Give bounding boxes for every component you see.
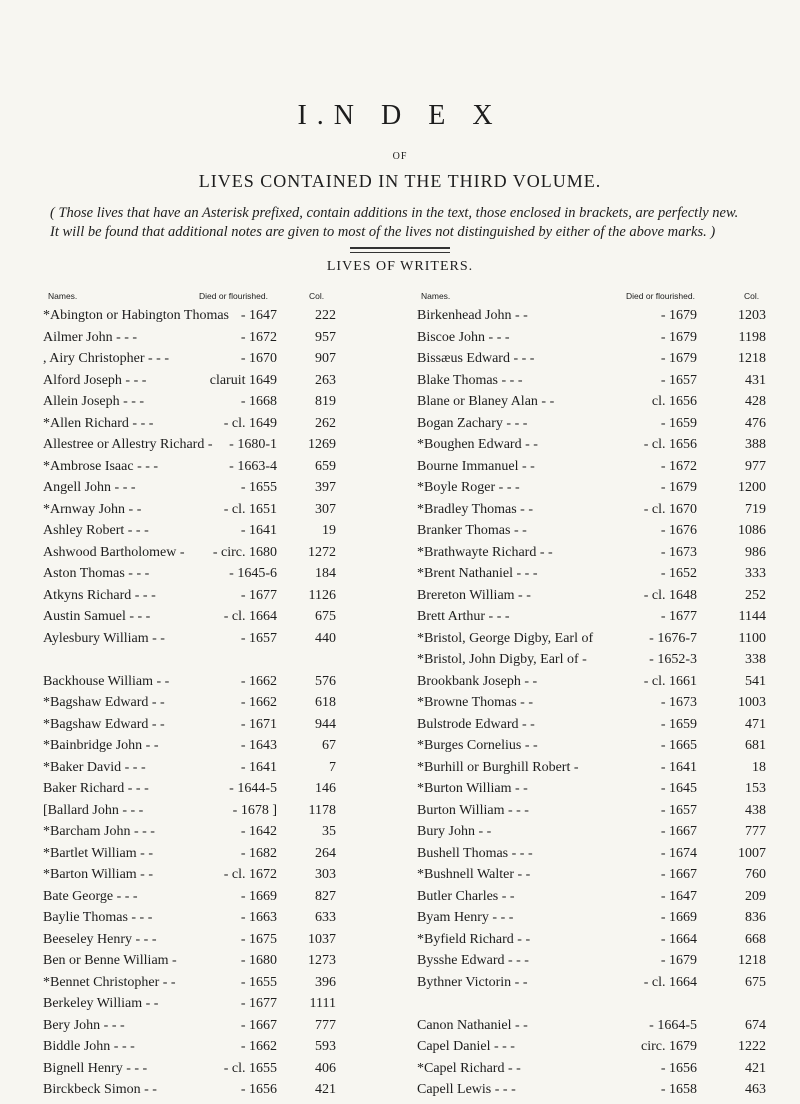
entry-date: - cl. 1656 <box>643 437 697 452</box>
entry-date: - 1655 <box>240 480 277 495</box>
entry-column: 1037 <box>308 931 336 947</box>
entry-name: Brookbank Joseph - - <box>417 673 538 689</box>
entry-name: , Airy Christopher - - - <box>43 351 169 366</box>
entry-name: *Bartlet William - - <box>43 845 153 861</box>
entry-column: 668 <box>745 931 766 947</box>
entry-date: - 1645 <box>660 781 697 796</box>
entry-column: 1007 <box>738 845 766 861</box>
right-col-header: Col. <box>744 291 760 301</box>
index-entry <box>0 695 800 717</box>
volume-title: LIVES CONTAINED IN THE THIRD VOLUME. <box>198 171 602 191</box>
entry-name: Brett Arthur - - - <box>417 609 510 624</box>
entry-name: Baylie Thomas - - - <box>43 910 153 925</box>
entry-column: 1200 <box>738 480 766 495</box>
entry-name: Blake Thomas - - - <box>417 372 523 388</box>
entry-name: *Allen Richard - - - <box>43 415 154 431</box>
entry-date: - 1663-4 <box>229 458 277 474</box>
section-title: LIVES OF WRITERS. <box>326 259 474 274</box>
right-names-header: Names. <box>421 291 451 301</box>
entry-column: 397 <box>315 480 336 495</box>
entry-column: 1203 <box>738 308 766 323</box>
entry-name: *Capel Richard - - <box>417 1060 521 1076</box>
entry-column: 222 <box>315 308 336 323</box>
entry-date: - 1647 <box>240 308 277 323</box>
entry-date: - 1664 <box>660 931 697 947</box>
entry-column: 19 <box>322 523 336 538</box>
entry-name: *Byfield Richard - - <box>417 931 531 947</box>
entry-date: - 1676-7 <box>649 630 697 646</box>
left-col-header: Col. <box>309 291 325 301</box>
entry-name: Bate George - - - <box>43 888 138 904</box>
section-divider-rule <box>350 247 450 253</box>
index-entry <box>0 975 800 997</box>
index-entry <box>0 416 800 438</box>
entry-name: *Bushnell Walter - - <box>417 867 531 882</box>
entry-date: - 1672 <box>240 329 277 345</box>
explanatory-note-line-2: It will be found that additional notes are given to most of the lives not distinguished by either of the above marks. ) <box>50 224 716 240</box>
entry-column: 907 <box>315 351 336 366</box>
entry-name: *Brathwayte Richard - - <box>417 544 553 560</box>
index-entry <box>0 889 800 911</box>
entry-column: 675 <box>745 974 766 990</box>
entry-column: 18 <box>752 759 766 775</box>
index-entry <box>0 631 800 653</box>
entry-name: *Bainbridge John - - <box>43 738 159 753</box>
entry-name: Brereton William - - <box>417 587 531 603</box>
entry-name: *Baker David - - - <box>43 759 146 775</box>
index-entry <box>0 867 800 889</box>
entry-name: *Barcham John - - - <box>43 824 155 839</box>
entry-column: 307 <box>315 501 336 517</box>
entry-date: - 1658 <box>660 1082 697 1097</box>
entry-name: Burton William - - - <box>417 802 529 818</box>
entry-name: Ailmer John - - - <box>43 329 138 345</box>
entry-name: Austin Samuel - - - <box>43 609 151 624</box>
entry-column: 1198 <box>738 329 766 345</box>
entry-column: 146 <box>315 781 336 796</box>
entry-column: 986 <box>745 544 766 560</box>
index-entry <box>0 803 800 825</box>
entry-name: Baker Richard - - - <box>43 781 149 796</box>
entry-name: Blane or Blaney Alan - - <box>417 394 555 409</box>
entry-date: cl. 1656 <box>651 394 697 409</box>
entry-column: 35 <box>322 824 336 839</box>
entry-name: Bushell Thomas - - - <box>417 845 533 861</box>
entry-name: Bissæus Edward - - - <box>417 351 535 366</box>
entry-column: 777 <box>315 1017 336 1033</box>
entry-column: 659 <box>315 458 336 474</box>
entry-date: - 1677 <box>240 587 277 603</box>
entry-date: - 1677 <box>660 609 697 624</box>
entry-column: 760 <box>745 867 766 882</box>
entry-column: 388 <box>745 437 766 452</box>
entry-column: 1003 <box>738 695 766 710</box>
entry-column: 338 <box>745 652 766 667</box>
entry-column: 396 <box>315 974 336 990</box>
entry-date: - 1672 <box>660 458 697 474</box>
index-entry <box>0 588 800 610</box>
entry-name: Aylesbury William - - <box>43 630 165 646</box>
entry-name: Canon Nathaniel - - <box>417 1017 528 1033</box>
entry-name: Atkyns Richard - - - <box>43 587 156 603</box>
entry-column: 681 <box>745 738 766 753</box>
entry-date: - 1676 <box>660 523 697 538</box>
entry-date: - 1662 <box>240 1039 277 1054</box>
entry-date: - 1641 <box>240 523 277 538</box>
index-entry <box>0 545 800 567</box>
entry-column: 440 <box>315 630 336 646</box>
entry-column: 836 <box>745 910 766 925</box>
entry-date: - 1643 <box>240 738 277 753</box>
index-entry <box>0 351 800 373</box>
entry-column: 264 <box>315 845 336 861</box>
index-entry <box>0 910 800 932</box>
entry-date: - 1678 ] <box>232 802 277 818</box>
entry-column: 674 <box>745 1017 766 1033</box>
entry-date: - 1657 <box>240 630 277 646</box>
index-entry <box>0 1018 800 1040</box>
entry-date: - 1656 <box>240 1082 277 1097</box>
entry-date: - 1669 <box>660 910 697 925</box>
entry-column: 1269 <box>308 437 336 452</box>
entry-name: Ashley Robert - - - <box>43 523 149 538</box>
entry-date: - 1673 <box>660 695 697 710</box>
entry-column: 1218 <box>738 351 766 366</box>
entry-column: 819 <box>315 394 336 409</box>
entry-name: *Bagshaw Edward - - <box>43 716 165 732</box>
entry-column: 333 <box>745 566 766 581</box>
entry-name: *Boyle Roger - - - <box>417 480 520 495</box>
entry-column: 1100 <box>738 630 766 646</box>
entry-name: Bulstrode Edward - - <box>417 716 535 732</box>
entry-name: Bourne Immanuel - - <box>417 458 535 474</box>
entry-name: Capell Lewis - - - <box>417 1082 516 1097</box>
index-entry <box>0 846 800 868</box>
left-died-header: Died or flourished. <box>199 291 268 301</box>
entry-date: - cl. 1649 <box>223 415 277 431</box>
index-entry <box>0 674 800 696</box>
entry-name: Birkenhead John - - <box>417 308 528 323</box>
entry-column: 618 <box>315 695 336 710</box>
index-entry <box>0 330 800 352</box>
entry-name: Bignell Henry - - - <box>43 1060 148 1076</box>
left-names-header: Names. <box>48 291 78 301</box>
entry-name: Ben or Benne William - <box>43 953 177 968</box>
entry-name: Butler Charles - - <box>417 888 515 904</box>
index-entry <box>0 824 800 846</box>
index-entry <box>0 480 800 502</box>
entry-date: - 1652-3 <box>649 652 697 667</box>
index-entry <box>0 652 800 674</box>
entry-column: 1273 <box>308 953 336 968</box>
entry-date: - cl. 1664 <box>223 609 277 624</box>
entry-date: - 1679 <box>660 953 697 968</box>
entry-date: - 1641 <box>660 759 697 775</box>
entry-name: *Bradley Thomas - - <box>417 501 533 517</box>
entry-column: 263 <box>315 372 336 388</box>
entry-date: - cl. 1661 <box>643 673 697 689</box>
entry-date: claruit 1649 <box>209 372 277 388</box>
index-entry <box>0 760 800 782</box>
entry-date: - 1644-5 <box>229 781 277 796</box>
entry-column: 421 <box>745 1060 766 1076</box>
entry-column: 406 <box>315 1060 336 1076</box>
entry-column: 576 <box>315 673 336 689</box>
entry-date: - 1659 <box>660 415 697 431</box>
entry-column: 1218 <box>738 953 766 968</box>
entry-name: *Ambrose Isaac - - - <box>43 458 159 474</box>
entry-date: - 1677 <box>240 996 277 1011</box>
entry-column: 719 <box>745 501 766 517</box>
entry-column: 262 <box>315 415 336 431</box>
entry-column: 1126 <box>308 587 336 603</box>
entry-name: Byam Henry - - - <box>417 910 514 925</box>
entry-date: - 1662 <box>240 695 277 710</box>
entry-date: - cl. 1651 <box>223 501 277 517</box>
entry-name: Ashwood Bartholomew - <box>43 544 185 560</box>
entry-name: Bery John - - - <box>43 1017 125 1033</box>
index-entry <box>0 717 800 739</box>
right-died-header: Died or flourished. <box>626 291 695 301</box>
entry-date: - cl. 1664 <box>643 974 697 990</box>
entry-column: 1111 <box>309 996 336 1011</box>
entry-date: - 1670 <box>240 351 277 366</box>
entry-date: - 1679 <box>660 351 697 366</box>
index-entry <box>0 308 800 330</box>
entry-date: - 1665 <box>660 738 697 753</box>
entry-column: 957 <box>315 329 336 345</box>
index-entry <box>0 523 800 545</box>
entry-name: Birckbeck Simon - - <box>43 1082 157 1097</box>
entry-column: 184 <box>315 566 336 581</box>
entry-column: 252 <box>745 587 766 603</box>
entry-column: 421 <box>315 1082 336 1097</box>
entry-column: 1272 <box>308 544 336 560</box>
entry-column: 476 <box>745 415 766 431</box>
entry-name: *Boughen Edward - - <box>417 437 538 452</box>
entry-date: - 1663 <box>240 910 277 925</box>
index-entry <box>0 1082 800 1104</box>
entry-date: - 1667 <box>660 824 697 839</box>
index-entry <box>0 996 800 1018</box>
entry-date: circ. 1679 <box>641 1039 697 1054</box>
entry-name: *Bristol, George Digby, Earl of <box>417 630 594 646</box>
index-entry <box>0 437 800 459</box>
entry-name: Bury John - - <box>417 824 492 839</box>
entry-name: Berkeley William - - <box>43 996 159 1011</box>
entry-name: *Bristol, John Digby, Earl of - <box>417 652 587 667</box>
entry-column: 153 <box>745 781 766 796</box>
entry-date: - 1674 <box>660 845 697 861</box>
entry-name: *Burhill or Burghill Robert - <box>417 759 579 775</box>
index-entry <box>0 502 800 524</box>
entry-date: - 1656 <box>660 1060 697 1076</box>
index-entry <box>0 1039 800 1061</box>
entry-name: Allestree or Allestry Richard - <box>43 437 213 452</box>
entry-column: 428 <box>745 394 766 409</box>
entry-column: 463 <box>745 1082 766 1097</box>
explanatory-note-line-1: ( Those lives that have an Asterisk prefixed, contain additions in the text, those enclosed in brackets, are perfectly new. <box>50 205 739 221</box>
entry-name: Allein Joseph - - - <box>43 394 145 409</box>
entry-name: Branker Thomas - - <box>417 523 527 538</box>
entry-column: 7 <box>329 759 336 775</box>
entry-date: - 1652 <box>660 566 697 581</box>
entry-date: - cl. 1670 <box>643 501 697 517</box>
entry-date: - 1673 <box>660 544 697 560</box>
of-label: OF <box>392 151 408 162</box>
entry-name: *Arnway John - - <box>43 501 142 517</box>
entry-date: - 1657 <box>660 372 697 388</box>
index-title: I.N D E X <box>297 100 503 131</box>
entry-column: 827 <box>315 888 336 904</box>
entry-date: - 1645-6 <box>229 566 277 581</box>
entry-date: - 1679 <box>660 480 697 495</box>
entry-date: - circ. 1680 <box>212 544 277 560</box>
entry-date: - 1659 <box>660 716 697 732</box>
index-entry <box>0 609 800 631</box>
entry-name: Bythner Victorin - - <box>417 974 528 990</box>
entry-name: *Browne Thomas - - <box>417 695 533 710</box>
entry-date: - 1667 <box>660 867 697 882</box>
entry-name: Backhouse William - - <box>43 673 170 689</box>
entry-date: - 1667 <box>240 1017 277 1033</box>
entry-column: 541 <box>745 673 766 689</box>
entry-name: Biddle John - - - <box>43 1039 135 1054</box>
entry-column: 675 <box>315 609 336 624</box>
entry-date: - 1655 <box>240 974 277 990</box>
index-entry <box>0 932 800 954</box>
entry-date: - 1641 <box>240 759 277 775</box>
index-entry <box>0 1061 800 1083</box>
entry-date: - 1675 <box>240 931 277 947</box>
entry-date: - 1680 <box>240 953 277 968</box>
entry-date: - 1662 <box>240 673 277 689</box>
entry-name: *Bennet Christopher - - <box>43 974 176 990</box>
entry-column: 1144 <box>738 609 766 624</box>
entry-column: 1222 <box>738 1039 766 1054</box>
entry-column: 977 <box>745 458 766 474</box>
entry-date: - 1647 <box>660 888 697 904</box>
entry-name: Bogan Zachary - - - <box>417 415 528 431</box>
entry-name: [Ballard John - - - <box>43 802 144 818</box>
entry-name: *Brent Nathaniel - - - <box>417 566 538 581</box>
entry-column: 593 <box>315 1039 336 1054</box>
entry-column: 209 <box>745 888 766 904</box>
entry-column: 1086 <box>738 523 766 538</box>
entry-column: 67 <box>322 738 336 753</box>
entry-column: 633 <box>315 910 336 925</box>
entry-date: - 1679 <box>660 329 697 345</box>
entry-column: 471 <box>745 716 766 732</box>
entry-date: - 1682 <box>240 845 277 861</box>
entry-name: Beeseley Henry - - - <box>43 931 157 947</box>
entry-column: 777 <box>745 824 766 839</box>
index-entry <box>0 566 800 588</box>
index-entry <box>0 373 800 395</box>
entry-name: *Bagshaw Edward - - <box>43 695 165 710</box>
entry-name: Aston Thomas - - - <box>43 566 150 581</box>
entry-date: - 1679 <box>660 308 697 323</box>
entry-column: 944 <box>315 716 336 732</box>
index-entry <box>0 781 800 803</box>
entry-name: Alford Joseph - - - <box>43 372 147 388</box>
index-entry <box>0 738 800 760</box>
index-entry <box>0 459 800 481</box>
entry-date: - cl. 1655 <box>223 1060 277 1076</box>
entry-name: *Barton William - - <box>43 867 153 882</box>
index-entry <box>0 394 800 416</box>
entry-date: - 1668 <box>240 394 277 409</box>
entry-column: 438 <box>745 802 766 818</box>
index-entry <box>0 953 800 975</box>
entry-date: - 1669 <box>240 888 277 904</box>
entry-column: 431 <box>745 372 766 388</box>
entry-column: 303 <box>315 867 336 882</box>
entry-name: *Burges Cornelius - - <box>417 738 538 753</box>
entry-date: - 1680-1 <box>229 437 277 452</box>
entry-date: - 1671 <box>240 716 277 732</box>
entry-date: - 1664-5 <box>649 1017 697 1033</box>
entry-date: - cl. 1672 <box>223 867 277 882</box>
entry-name: Angell John - - - <box>43 480 136 495</box>
entry-column: 1178 <box>308 802 336 818</box>
entry-name: *Abington or Habington Thomas <box>43 308 230 323</box>
entry-name: Biscoe John - - - <box>417 329 510 345</box>
entry-date: - 1657 <box>660 802 697 818</box>
entry-name: Bysshe Edward - - - <box>417 953 529 968</box>
entry-name: *Burton William - - <box>417 781 528 796</box>
entry-date: - cl. 1648 <box>643 587 697 603</box>
entry-name: Capel Daniel - - - <box>417 1039 515 1054</box>
entry-date: - 1642 <box>240 824 277 839</box>
